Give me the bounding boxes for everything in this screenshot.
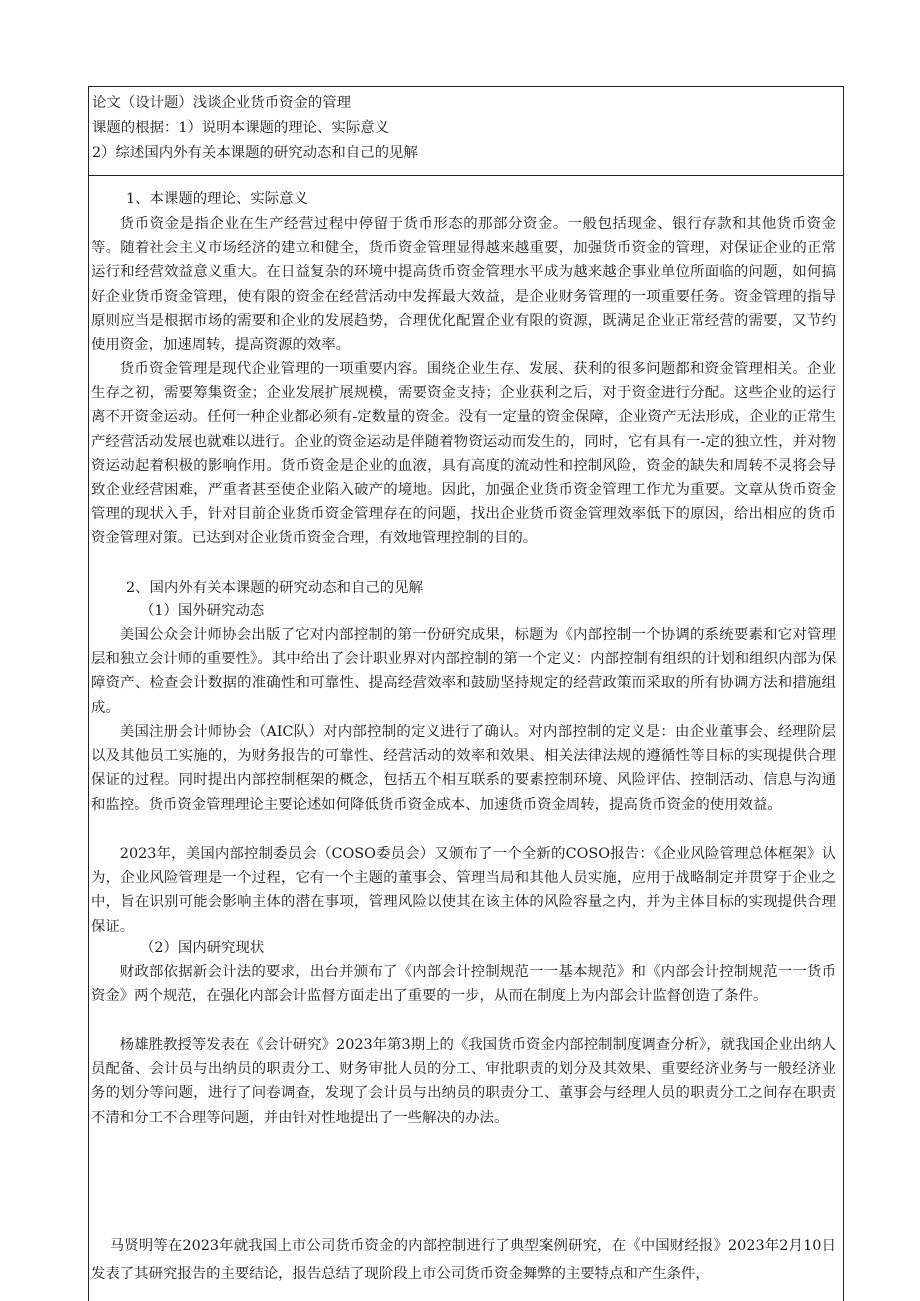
domestic-research-heading: （2）国内研究现状 xyxy=(140,940,265,956)
section2-paragraph-4: 财政部依据新会计法的要求，出台并颁布了《内部会计控制规范一一基本规范》和《内部会计控制规范一一货币资金》两个规范，在强化内部会计监督方面走出了重要的一步，从而在制度上为内部会计监督创造了条件。 xyxy=(91,964,836,1005)
section2-paragraph-5: 杨雄胜教授等发表在《会计研究》2023年第3期上的《我国货币资金内部控制制度调查分析》，就我国企业出纳人员配备、会计员与出纳员的职责分工、财务审批人员的分工、审批职责的划分及其效果、重要经济业务与一般经济业务的划分等问题，进行了问卷调查，发现了会计员与出纳员的职责分工、董事会与经理人员的职责分工之间存在职责不清和分工不合理等问题，并由针对性地提出了一些解决的办法。 xyxy=(91,1037,836,1126)
thesis-title: 论文（设计题）浅谈企业货币资金的管理 xyxy=(92,95,352,111)
topic-item-2: 2）综述国内外有关本课题的研究动态和自己的见解 xyxy=(92,145,418,161)
section1-heading: 1、本课题的理论、实际意义 xyxy=(126,191,308,207)
section2-paragraph-6: 马贤明等在2023年就我国上市公司货币资金的内部控制进行了典型案例研究，在《中国财经报》2023年2月10日发表了其研究报告的主要结论，报告总结了现阶段上市公司货币资金舞弊的主要特点和产生条件， xyxy=(91,1238,836,1282)
section1-paragraph-1: 货币资金是指企业在生产经营过程中停留于货币形态的那部分资金。一般包括现金、银行存款和其他货币资金等。随着社会主义市场经济的建立和健全，货币资金管理显得越来越重要，加强货币资金的管理，对保证企业的正常运行和经营效益意义重大。在日益复杂的环境中提高货币资金管理水平成为越来越企事业单位所面临的问题，如何搞好企业货币资金管理，使有限的资金在经营活动中发挥最大效益，是企业财务管理的一项重要任务。资金管理的指导原则应当是根据市场的需要和企业的发展趋势，合理优化配置企业有限的资源，既满足企业正常经营的需要，又节约使用资金，加速周转，提高资源的效率。 xyxy=(91,216,836,354)
section2-paragraph-2: 美国注册会计师协会（AIC队）对内部控制的定义进行了确认。对内部控制的定义是：由企业董事会、经理阶层以及其他员工实施的，为财务报告的可靠性、经营活动的效率和效果、相关法律法规的遵循性等目标的实现提供合理保证的过程。同时提出内部控制框架的概念，包括五个相互联系的要素控制环境、风险评估、控制活动、信息与沟通和监控。货币资金管理理论主要论述如何降低货币资金成本、加速货币资金周转，提高货币资金的使用效益。 xyxy=(91,724,836,813)
section2-heading: 2、国内外有关本课题的研究动态和自己的见解 xyxy=(126,580,423,596)
foreign-research-heading: （1）国外研究动态 xyxy=(140,603,265,619)
topic-basis: 课题的根据：1）说明本课题的理论、实际意义 xyxy=(92,120,389,136)
section2-paragraph-3: 2023年，美国内部控制委员会（COSO委员会）又颁布了一个全新的COSO报告：《企业风险管理总体框架》认为，企业风险管理是一个过程，它有一个主题的董事会、管理当局和其他人员实施，应用于战略制定并贯穿于企业之中，旨在识别可能会影响主体的潜在事项，管理风险以使其在该主体的风险容量之内，并为主体目标的实现提供合理保证。 xyxy=(91,846,836,935)
section2-paragraph-1: 美国公众会计师协会出版了它对内部控制的第一份研究成果，标题为《内部控制一个协调的系统要素和它对管理层和独立会计师的重要性》。其中给出了会计职业界对内部控制的第一个定义：内部控制有组织的计划和组织内部为保障资产、检查会计数据的准确性和可靠性、提高经营效率和鼓励坚持规定的经营政策而采取的所有协调方法和措施组成。 xyxy=(91,627,836,716)
section1-paragraph-2: 货币资金管理是现代企业管理的一项重要内容。围绕企业生存、发展、获利的很多问题都和资金管理相关。企业生存之初，需要筹集资金；企业发展扩展规模，需要资金支持；企业获利之后，对于资金进行分配。这些企业的运行离不开资金运动。任何一种企业都必须有-定数量的资金。没有一定量的资金保障，企业资产无法形成，企业的正常生产经营活动发展也就难以进行。企业的资金运动是伴随着物资运动而发生的，同时，它有具有一-定的独立性，并对物资运动起着积极的影响作用。货币资金是企业的血液，具有高度的流动性和控制风险，资金的缺失和周转不灵将会导致企业经营困难，严重者甚至使企业陷入破产的境地。因此，加强企业货币资金管理工作尤为重要。文章从货币资金管理的现状入手，针对目前企业货币资金管理存在的问题，找出企业货币资金管理效率低下的原因，给出相应的货币资金管理对策。已达到对企业货币资金合理，有效地管理控制的目的。 xyxy=(91,361,836,547)
